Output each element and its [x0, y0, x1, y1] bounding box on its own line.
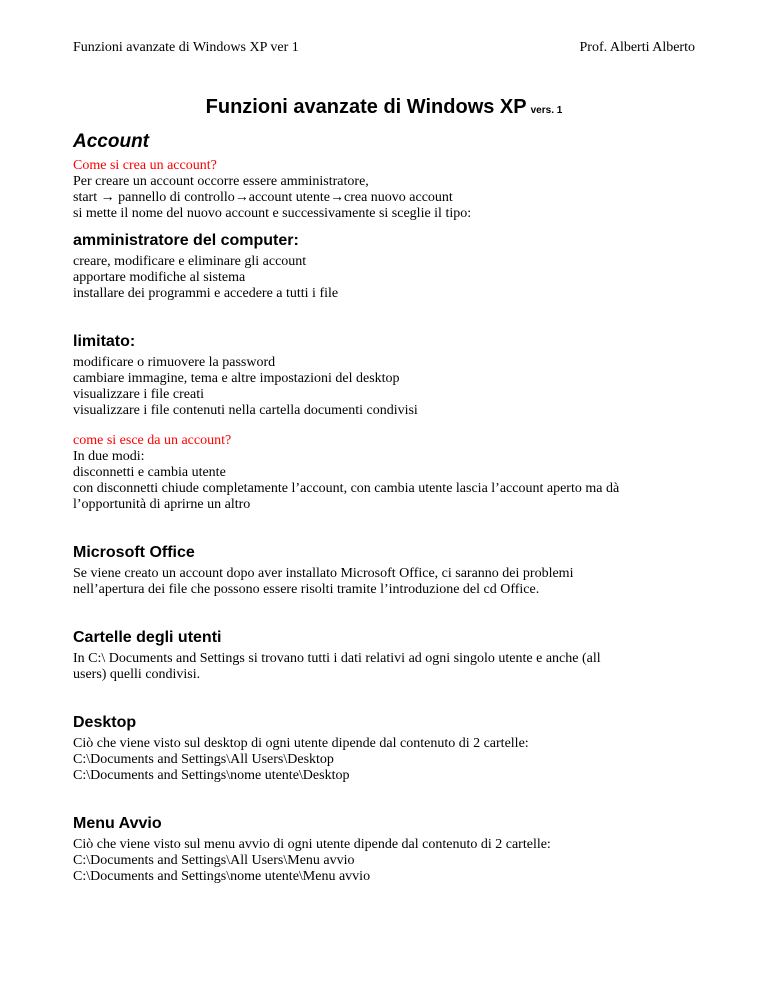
section-logout — [73, 433, 703, 513]
section-desktop — [73, 713, 703, 784]
page-title — [0, 96, 768, 119]
path-line: C:\Documents and Settings\All Users\Desktop — [73, 752, 334, 767]
header-author: Prof. Alberti Alberto — [579, 40, 695, 55]
paragraph-line: Se viene creato un account dopo aver installato Microsoft Office, ci saranno dei problemi — [73, 566, 574, 581]
section-heading-user-folders: Cartelle degli utenti — [73, 629, 222, 646]
paragraph-line: users) quelli condivisi. — [73, 667, 201, 682]
page-title-version: vers. 1 — [530, 105, 563, 116]
document-body — [73, 130, 703, 885]
section-heading-account: Account — [73, 131, 149, 152]
paragraph-line: Ciò che viene visto sul menu avvio di ogni utente dipende dal contenuto di 2 cartelle: — [73, 837, 551, 852]
list-line: creare, modificare e eliminare gli account — [73, 254, 307, 269]
section-limited — [73, 332, 703, 419]
section-account — [73, 130, 703, 222]
paragraph-line: l’opportunità di aprirne un altro — [73, 497, 251, 512]
question-exit-account: come si esce da un account? — [73, 433, 232, 448]
section-user-folders — [73, 628, 703, 683]
page-title-main: Funzioni avanzate di Windows XP — [205, 96, 527, 118]
section-office — [73, 543, 703, 598]
paragraph-line: In C:\ Documents and Settings si trovano tutti i dati relativi ad ogni singolo utente e anche (all — [73, 651, 601, 666]
paragraph-line: In due modi: — [73, 449, 145, 464]
path-line: C:\Documents and Settings\nome utente\Desktop — [73, 768, 350, 783]
list-line: visualizzare i file creati — [73, 387, 204, 402]
list-line: modificare o rimuovere la password — [73, 355, 276, 370]
page-header — [73, 40, 695, 58]
paragraph-line: si mette il nome del nuovo account e successivamente si sceglie il tipo: — [73, 206, 472, 221]
section-heading-start-menu: Menu Avvio — [73, 815, 162, 832]
list-line: apportare modifiche al sistema — [73, 270, 246, 285]
paragraph-line: Ciò che viene visto sul desktop di ogni utente dipende dal contenuto di 2 cartelle: — [73, 736, 529, 751]
header-document-title: Funzioni avanzate di Windows XP ver 1 — [73, 40, 299, 55]
section-heading-office: Microsoft Office — [73, 544, 195, 561]
section-heading-limited: limitato: — [73, 333, 136, 350]
path-line: C:\Documents and Settings\All Users\Menu avvio — [73, 853, 355, 868]
paragraph-line: start → pannello di controllo→account utente→crea nuovo account — [73, 190, 453, 205]
paragraph-line: Per creare un account occorre essere amministratore, — [73, 174, 369, 189]
list-line: visualizzare i file contenuti nella cartella documenti condivisi — [73, 403, 418, 418]
section-admin — [73, 231, 703, 302]
list-line: cambiare immagine, tema e altre impostazioni del desktop — [73, 371, 400, 386]
section-heading-admin: amministratore del computer: — [73, 232, 299, 249]
list-line: installare dei programmi e accedere a tutti i file — [73, 286, 339, 301]
paragraph-line: disconnetti e cambia utente — [73, 465, 226, 480]
section-start-menu — [73, 814, 703, 885]
paragraph-line: con disconnetti chiude completamente l’account, con cambia utente lascia l’account aperto ma dà — [73, 481, 620, 496]
question-create-account: Come si crea un account? — [73, 158, 217, 173]
paragraph-line: nell’apertura dei file che possono essere risolti tramite l’introduzione del cd Office. — [73, 582, 540, 597]
path-line: C:\Documents and Settings\nome utente\Menu avvio — [73, 869, 371, 884]
section-heading-desktop: Desktop — [73, 714, 137, 731]
